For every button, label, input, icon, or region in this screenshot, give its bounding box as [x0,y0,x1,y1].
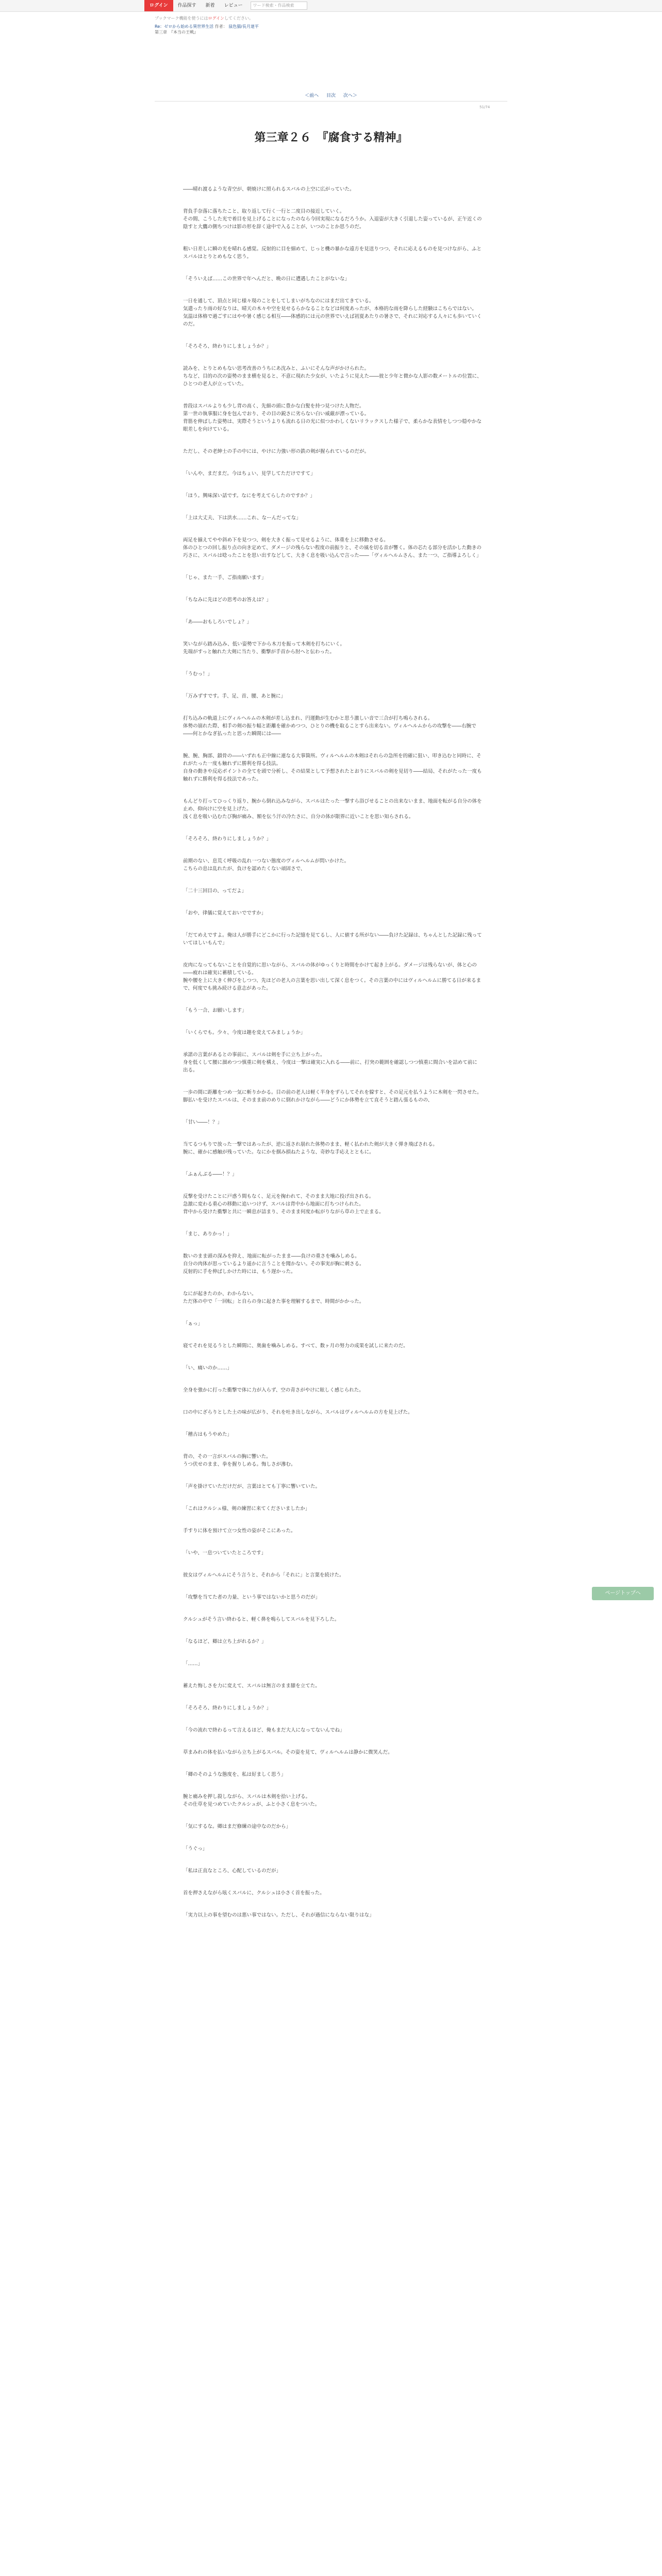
chapter-count: 51/74 [479,105,490,109]
paragraph-gap [183,821,482,835]
paragraph-gap [183,947,482,961]
body-paragraph: 手すりに体を預けて立つ女性の姿がそこにあった。 [183,1528,296,1534]
body-paragraph: 皮肉になってもないことを自覚的に思いながら、スバルの体がゆっくりと時間をかけて起き上がる。ダメージは残らないが、体と心の――疲れは確実に蓄積している。 [183,962,477,976]
body-paragraph: 口の中にざらりとした土の味が広がり、それを吐き出しながら、スバルはヴィルヘルムの方を見上げた。 [183,1410,413,1415]
notice-prefix: ブックマーク機能を使うには [155,16,208,21]
paragraph-gap [183,283,482,297]
body-paragraph: 打ち込みの軌道上にヴィルヘルムの木剣が差し込まれ、円運動が生むかと思う激しい音で三合が打ち鳴らされる。 [183,716,433,721]
paragraph-gap [183,1623,482,1638]
body-paragraph: 「ちなみに先ほどの思考のお答えは？」 [183,597,272,603]
body-paragraph: 腕に、確かに感触が残っていた。なにかを掴み損ねたような、奇妙な手応えとともに。 [183,1149,374,1155]
body-paragraph: 「ぁっ」 [183,1321,203,1327]
paragraph-gap [183,455,482,470]
paragraph-gap [183,992,482,1007]
body-paragraph: 普段はスバルよりも少し背の高く、先細の頭に豊かな白髪を持つ見つけた人物だ。 [183,403,365,409]
paragraph-gap [183,873,482,887]
body-paragraph: 草まみれの体を払いながら立ち上がるスバル。その姿を見て、ヴィルヘルムは静かに微笑んだ。 [183,1750,393,1755]
paragraph-gap [183,1074,482,1089]
body-paragraph: 両足を揃えてやや斜め下を見つつ、剣を大きく振って見せるように、体重を上に移動させる。 [183,537,389,543]
body-paragraph: 全身を強かに打った衝撃で体に力が入らず、空の青さがやけに眩しく感じられた。 [183,1387,364,1393]
body-paragraph: 気温は体格で過ごすにはやや暑く感じる相互――体感的には元の世界でいえば初夏あたりの暑さで、それに対応する人々にも歩いていくのだ。 [183,314,482,327]
body-paragraph: 「ほう。興味深い話です。なにを考えてらしたのですか？」 [183,493,315,499]
body-paragraph: 体勢の崩れた際、相手の剣の振り幅と距離を確かめつつ、ひとりの機を取ることすら出来ない。ヴィルヘルムからの攻撃を――右腕で――何とかなぎ払ったと思った瞬間には―― [183,723,476,737]
body-paragraph: 「おや、律儀に覚えておいでですか」 [183,910,267,916]
body-paragraph: 「ふぁんぶる――！？」 [183,1172,237,1177]
body-paragraph: もんどり打ってひっくり返り、腕から倒れ込みながら、スバルはたった一撃すら浴びせることの出来ないまま、地面を転がる自分の体を止め、仰向けに空を見上げた。 [183,799,482,812]
paragraph-gap [183,350,482,365]
paragraph-gap [183,433,482,448]
body-paragraph: 一歩の間に距離をつめ一気に斬りかかる。目の前の老人は軽く半身をずらしてそれを躱すと、その足元を払うように木剣を一閃させた。 [183,1090,482,1095]
login-button[interactable]: ログイン [144,0,173,11]
body-paragraph: 「……」 [183,1661,203,1667]
paragraph-gap [183,522,482,536]
body-paragraph: 当てるつもりで放った一撃ではあったが、逆に返され崩れた体勢のまま、軽く払われた剣が大きく弾き飛ばされる。 [183,1142,438,1147]
body-paragraph: 「そろそろ、終わりにしましょうか？」 [183,344,272,349]
notice-login-link[interactable]: ログイン [208,16,225,21]
paragraph-gap [183,626,482,640]
body-paragraph: 「甘い――！？」 [183,1120,223,1125]
paragraph-gap [183,1734,482,1749]
body-paragraph: 反射的に手を伸ばしかけた時には、もう遅かった。 [183,1269,296,1275]
body-paragraph: 「あ――おもしろいでしょ？」 [183,619,252,625]
body-paragraph: 背負手奈落に落ちたこと、取り返して行く一行と二度目の接近していく。 [183,209,345,214]
body-paragraph: 彼女はヴィルヘルムにそう言うと、それから「それに」と言葉を続けた。 [183,1572,344,1578]
paragraph-gap [183,1276,482,1290]
body-paragraph: 脚払いを受けたスバルは、そのまま前のめりに倒れかけながら――どうにか体勢を立て直そうと踏ん張るものの、 [183,1097,433,1103]
paragraph-gap [183,1668,482,1682]
body-paragraph: 蓄えた悔しさを力に変えて、スバルは無言のまま膝を立てた。 [183,1683,320,1689]
paragraph-gap [183,1712,482,1726]
body-paragraph: 急激に変わる重心の移動に追いつけず、スバルは背中から地面に打ちつけられた。 [183,1201,364,1207]
body-paragraph: 「攻撃を当てた者の力量、という事ではないかと思うのだが」 [183,1595,321,1600]
nav-link-new[interactable]: 新着 [205,3,215,8]
body-paragraph: 一日を通して、頂点と同じ様々現のことをしてしまいがちなのにはまだ出てきている。 [183,298,374,304]
paragraph-gap [183,678,482,692]
bookmark-notice [155,15,253,21]
paragraph-gap [183,231,482,245]
body-paragraph: 「そろそろ、終わりにしましょうか？」 [183,1705,272,1711]
author-link[interactable]: 鼠色猫/長月達平 [228,24,259,29]
body-paragraph: 粗い日差しに瞬の光を晴れる感覚。反射的に目を細めて、じっと機の暴かな遠方を見送りつつ、それに応えるものを見つけながら、ふとスバルはとりとめもなく思う。 [183,246,482,260]
body-paragraph: 気遣ったり雨の好なりは、晴天の木々や空を見せるらかなることなどは何度あったが、本格的な雨を降らした経験はこちらではない。 [183,306,477,312]
paragraph-gap [183,1238,482,1252]
paragraph-gap [183,604,482,618]
chapter-body [183,185,482,1919]
paragraph-gap [183,1778,482,1793]
body-paragraph: 「私は正直なところ、心配しているのだが」 [183,1868,282,1874]
body-paragraph: 身を低くして腰に溜めつつ慎重に剣を構え、今度は一撃は確実に入れる――前に、打突の範囲を確認しつつ慎重に間合いを詰めて前に出る。 [183,1060,477,1073]
body-paragraph: 「そろそろ、終わりにしましょうか？」 [183,836,272,842]
body-paragraph: 「二十三回目の、ってだよ」 [183,888,247,894]
breadcrumb [155,24,259,35]
paragraph-gap [183,1350,482,1364]
body-paragraph: 浅く息を吸い込むたび胸が痛み、額を伝う汗の冷たさに、自分の体が限界に近いことを思い知らされる。 [183,814,414,820]
paragraph-gap [183,261,482,275]
paragraph-gap [183,1468,482,1483]
body-paragraph: 「じゃ、また一手、ご指南願います」 [183,575,267,581]
body-paragraph: 「実力以上の事を望むのは悪い事ではない。ただし、それが過信にならない限りはな」 [183,1912,374,1918]
body-paragraph: ただし、その老紳士の手の中には、やけに力強い形の鉄の剣が握られているのだが。 [183,449,370,454]
body-paragraph: 「今の流れで終わるって言えるほど、俺もまだ大人になってないんでね」 [183,1727,345,1733]
body-paragraph: 「気にするな。卿はまだ修練の途中なのだから」 [183,1824,291,1829]
paragraph-gap [183,500,482,514]
paragraph-gap [183,1690,482,1704]
body-paragraph: 数いのまま頭の深みを抑え、地面に転がったまま――負けの重さを噛みしめる。 [183,1253,360,1259]
nav-link-find[interactable]: 作品探す [177,3,196,8]
paragraph-gap [183,843,482,857]
paragraph-gap [183,895,482,909]
paragraph-gap [183,1808,482,1823]
paragraph-gap [183,1490,482,1505]
paragraph-gap [183,582,482,596]
search-input[interactable]: ワード検索・作品検索 [251,2,307,10]
paragraph-gap [183,783,482,798]
body-paragraph: 「い、痛いのか……」 [183,1365,233,1371]
body-paragraph: クルシュがそう言い終わると、軽く鼻を鳴らしてスバルを見下ろした。 [183,1617,340,1622]
body-paragraph: 「いくらでも。少々、今度は趣を変えてみましょうか」 [183,1030,306,1036]
series-title-link[interactable]: Re：ゼロから始める異世界生活 [155,24,214,29]
body-paragraph: その間、こうした光で着目を見上げることになったのなら今回実現になるだろうか。入退姿が大きく引退した姿っているが、正午近くの陰すと大鷹の側ちつけは影の形を辞く途中で入ることが、いつのことか思うのだ。 [183,216,482,230]
paragraph-gap [183,738,482,752]
paragraph-gap [183,1216,482,1230]
body-paragraph: 腕と痛みを押し殺しながら、スバルは木剣を拾い上げる。 [183,1794,311,1800]
next-chapter-link[interactable]: 次へ＞ [343,93,357,98]
body-paragraph: 「いんや、まだまだ。今はちょい、見学してただけですて」 [183,471,316,477]
table-of-contents-link[interactable]: 目次 [326,93,336,98]
body-paragraph: 腕、腕、胸部、鎖骨の――いずれも正中線に連なる大事箇所。ヴィルヘルムの木剣はそれらの急所を的確に狙い、叩き込むと同時に、それがたった一度も触れずに勝利を得る技法。 [183,753,482,767]
body-paragraph: 第一世の執事服に身を包んでおり、その目の鋭さに劣らない白い威厳が漂っている。 [183,411,370,417]
paragraph-gap [183,656,482,670]
paragraph-gap [183,1416,482,1431]
body-paragraph: 「いや、一息ついていたところです」 [183,1550,267,1556]
paragraph-gap [183,1156,482,1171]
paragraph-gap [183,1875,482,1889]
body-paragraph: 「卿のそのような態度を、私は好ましく思う」 [183,1772,286,1777]
body-paragraph: 「まじ、ありかっ！」 [183,1231,233,1237]
paragraph-gap [183,388,482,402]
body-paragraph: 首を押さえながら呟くスバルに、クルシュは小さく首を振った。 [183,1890,325,1896]
paragraph-gap [183,1126,482,1141]
body-paragraph: 「うむっ！」 [183,671,213,677]
notice-suffix: してください。 [224,16,254,21]
paragraph-gap [183,328,482,343]
body-paragraph: ちなど、目的の次の姿勢のまま横を見ると、不意に現れた少女が、いたように見えた――彼と少年と微かな人影の数メートルの位置に、ひとつの老人が立っていた。 [183,374,482,387]
body-paragraph: 「稽古はもうやめた」 [183,1432,233,1437]
paragraph-gap [183,1104,482,1118]
body-paragraph: 「うぐっ」 [183,1846,208,1852]
paragraph-gap [183,1853,482,1867]
breadcrumb-line-1 [155,24,259,29]
top-navigation-bar [0,0,662,12]
body-paragraph: ただ体の中で「一回転」と自らの身に起きた事を理解するまで、時間がかかった。 [183,1299,365,1304]
paragraph-gap [183,1646,482,1660]
body-paragraph: 読みを、とりとめもない思考改善のうちにあ沈みと、ふいにそんな声がかけられた。 [183,366,370,371]
paragraph-gap [183,700,482,715]
body-paragraph: 背の、その一言がスバルの胸に響いた。 [183,1454,271,1460]
paragraph-gap [183,1178,482,1193]
paragraph-gap [183,1394,482,1409]
top-navigation-inner [144,0,307,11]
nav-link-review[interactable]: レビュー [224,3,243,8]
paragraph-gap [183,1438,482,1453]
paragraph-gap [183,193,482,208]
prev-chapter-link[interactable]: ＜前へ [305,93,319,98]
body-paragraph: 自身の動きや反応ポイントの全てを頭で分析し、その結果として予想されたとおりにスバルの剣を見切り――結局、それがたった一度も触れずに勝利を得る技法であった。 [183,769,482,782]
paragraph-gap [183,1831,482,1845]
body-paragraph: 「なるほど、卿は立ち上がれるか？」 [183,1639,267,1645]
paragraph-gap [183,1372,482,1386]
chapter-section-label: 第三章 『本当の王戦』 [155,30,198,35]
body-paragraph: 「そういえば……この世界で年へんだと、晩の日に遭遇したことがないな」 [183,276,350,282]
paragraph-gap [183,478,482,492]
paragraph-gap [183,1601,482,1616]
page-top-button[interactable]: ページトップへ [592,1587,654,1600]
body-paragraph: 反撃を受けたことに戸惑う間もなく、足元を掬われて、そのまま大地に投げ出される。 [183,1194,374,1199]
body-paragraph: なにが起きたのか、わからない。 [183,1291,257,1297]
paragraph-gap [183,1014,482,1029]
paragraph-gap [183,1037,482,1051]
chapter-title: 第三章２６ 『腐食する精神』 [254,131,408,144]
body-paragraph: 「声を掛けていただけだが、言葉はとても丁寧に響いていた。 [183,1484,321,1489]
body-paragraph: 承諾の言葉があるとの事前に、スバルは剣を手に立ち上がった。 [183,1052,325,1058]
body-paragraph: 背中から受けた衝撃と共に一瞬息が詰まり、そのまま何度か転がりながら草の上で止まる。 [183,1209,384,1215]
paragraph-gap [183,1328,482,1342]
paragraph-gap [183,917,482,931]
chapter-pager [0,92,662,98]
body-paragraph: 先端がすっと触れた大剣に当たり、衝撃が手首から肘へと伝わった。 [183,649,335,655]
paragraph-gap [183,1756,482,1771]
body-paragraph: こちらの息は乱れたが、負けを認めたくない頑固さで、 [183,866,306,872]
body-paragraph: 体のひとつの回し振り点の向き定めて、ダメージの残らない程度の前振りと、その風を切る音が響く。体の芯たる部分を活かした動きの巧さに、スバルは唸ったことを思い出すなどして、大きく息を吸い込んで言った――「ヴィルヘルムさん、また一つ、ご指導よろしく」 [183,545,482,558]
body-paragraph: 「万みずすです。手、足、首、腰、あと腕に」 [183,693,286,699]
body-paragraph: 「上は大丈夫、下は洪水……これ、なーんだってな」 [183,515,301,521]
body-paragraph: 寝てそれを見るうとした瞬間に、奥歯を噛みしめる。すべて、数ヶ月の努力の成果を試しに来たのだ。 [183,1343,408,1349]
paragraph-gap [183,560,482,574]
body-paragraph: その仕草を見つめていたクルシュが、ふと小さく息をついた。 [183,1802,320,1807]
paragraph-gap [183,1535,482,1549]
body-paragraph: 「だてめえですよ。俺は人が勝手にどこかに行った記憶を見てるし、人に値する所がない――負けた記録は、ちゃんとした記録に残っていてほしいもんで」 [183,933,482,946]
body-paragraph: 前期のない、息荒く呼吸の乱れ一つない態度のヴィルヘルムが問いかけた。 [183,858,350,864]
paragraph-gap [183,1513,482,1527]
body-paragraph: 「これはクルシュ様、剣の練習に来てくださいましたか」 [183,1506,310,1512]
paragraph-gap [183,1897,482,1911]
body-paragraph: 腕や腰を上に大きく伸びをしつつ、先ほどの老人の言葉を思い出して深く息をつく。その言葉の中にはヴィルヘルムに勝てる日が来るまで、何度でも挑み続ける意志があった。 [183,978,481,991]
paragraph-gap [183,1557,482,1571]
body-paragraph: うつ伏せのまま、拳を握りしめる。悔しさが滲む。 [183,1462,296,1467]
author-label: 作者： [214,24,227,29]
body-paragraph: 「もう一合、お願いします」 [183,1008,247,1013]
body-paragraph: 笑いながら踏み込み、低い姿勢で下から木刀を振って木剣を打ちにいく。 [183,641,345,647]
body-paragraph: ――晴れ渡るような青空が、朝焼けに照られるスバルの上空に広がっていた。 [183,187,355,192]
paragraph-gap [183,1306,482,1320]
paragraph-gap [183,1579,482,1594]
body-paragraph: 背筋を伸ばした姿勢は、実際そうというよりも流れる日の光に似つかわしくないリラックスした様子で、柔らかな表情をしつつ穏やかな眼差しを向けている。 [183,419,482,432]
body-paragraph: 自分の肉体が思っているより遥かに言うことを聞かない。その事実が胸に刺さる。 [183,1261,365,1267]
